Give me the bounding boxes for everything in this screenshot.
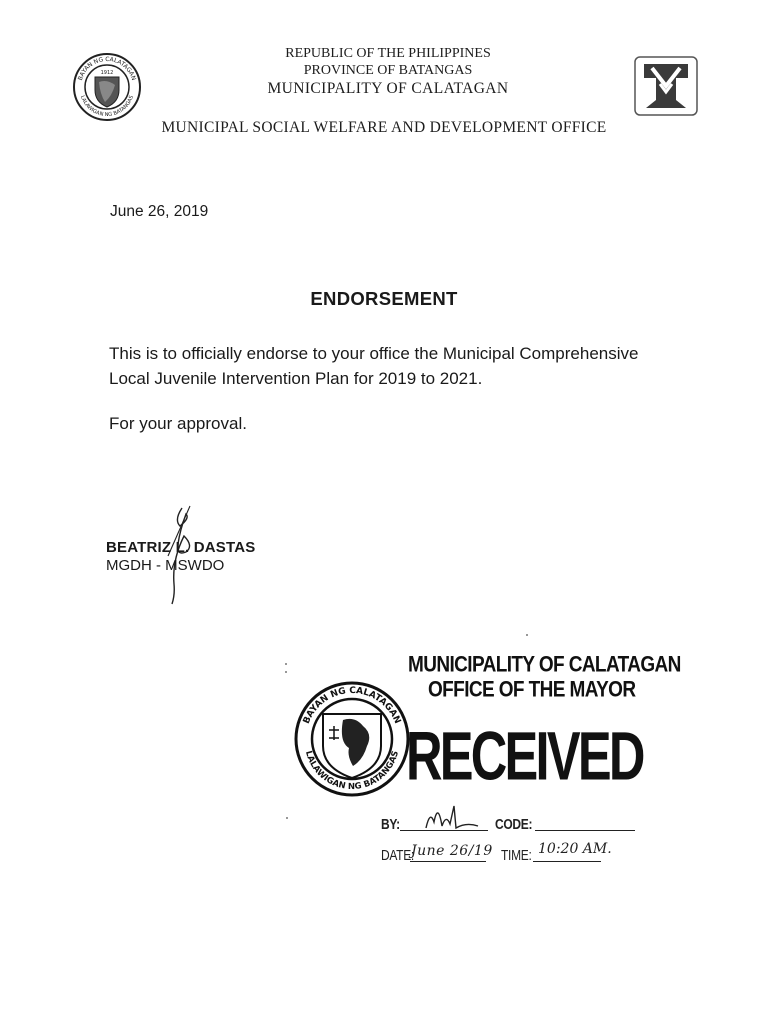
scan-speck [285, 671, 287, 673]
stamp-seal-bottom-text: LALAWIGAN NG BATANGAS [303, 749, 401, 793]
seal-year: 1912 [100, 70, 114, 76]
stamp-code-label: CODE: [495, 816, 533, 833]
stamp-time-value: 10:20 AM. [538, 841, 612, 857]
stamp-code-line [535, 830, 635, 831]
header-province: PROVINCE OF BATANGAS [303, 63, 473, 78]
stamp-date-label: DATE: [381, 847, 414, 864]
dswd-logo-icon [634, 56, 698, 116]
scan-speck [285, 663, 287, 665]
stamp-time-label: TIME: [501, 847, 532, 864]
seal-bottom-text: LALAWIGAN NG BATANGAS [79, 94, 135, 119]
paragraph-line: Local Juvenile Intervention Plan for 2019 to 2021. [109, 369, 483, 388]
letter-approval: For your approval. [109, 414, 247, 433]
stamp-date-value: June 26/19 [411, 843, 493, 859]
signatory-position: MGDH - MSWDO [106, 557, 225, 574]
header-municipality: MUNICIPALITY OF CALATAGAN [267, 80, 509, 97]
receiver-signature [420, 800, 480, 834]
stamp-municipality: MUNICIPALITY OF CALATAGAN [408, 653, 681, 678]
stamp-time-line [533, 861, 601, 862]
stamp-seal-top-text: BAYAN NG CALATAGAN [301, 685, 403, 726]
stamp-office: OFFICE OF THE MAYOR [428, 678, 636, 703]
letter-date: June 26, 2019 [110, 203, 209, 220]
scan-speck [286, 817, 288, 819]
stamp-received: RECEIVED [406, 717, 643, 795]
signatory-name: BEATRIZ L. DASTAS [106, 539, 256, 556]
seal-top-text: BAYAN NG CALATAGAN [76, 55, 138, 82]
letter-paragraph [109, 341, 689, 391]
letter-title: ENDORSEMENT [310, 288, 458, 309]
header-republic: REPUBLIC OF THE PHILIPPINES [285, 46, 491, 61]
municipal-seal-icon [293, 680, 411, 798]
stamp-date-line [410, 861, 486, 862]
office-name: MUNICIPAL SOCIAL WELFARE AND DEVELOPMENT OFFICE [161, 119, 607, 136]
scan-speck [526, 634, 528, 636]
paragraph-line: This is to officially endorse to your office the Municipal Comprehensive [109, 344, 639, 363]
stamp-by-label: BY: [381, 816, 400, 833]
